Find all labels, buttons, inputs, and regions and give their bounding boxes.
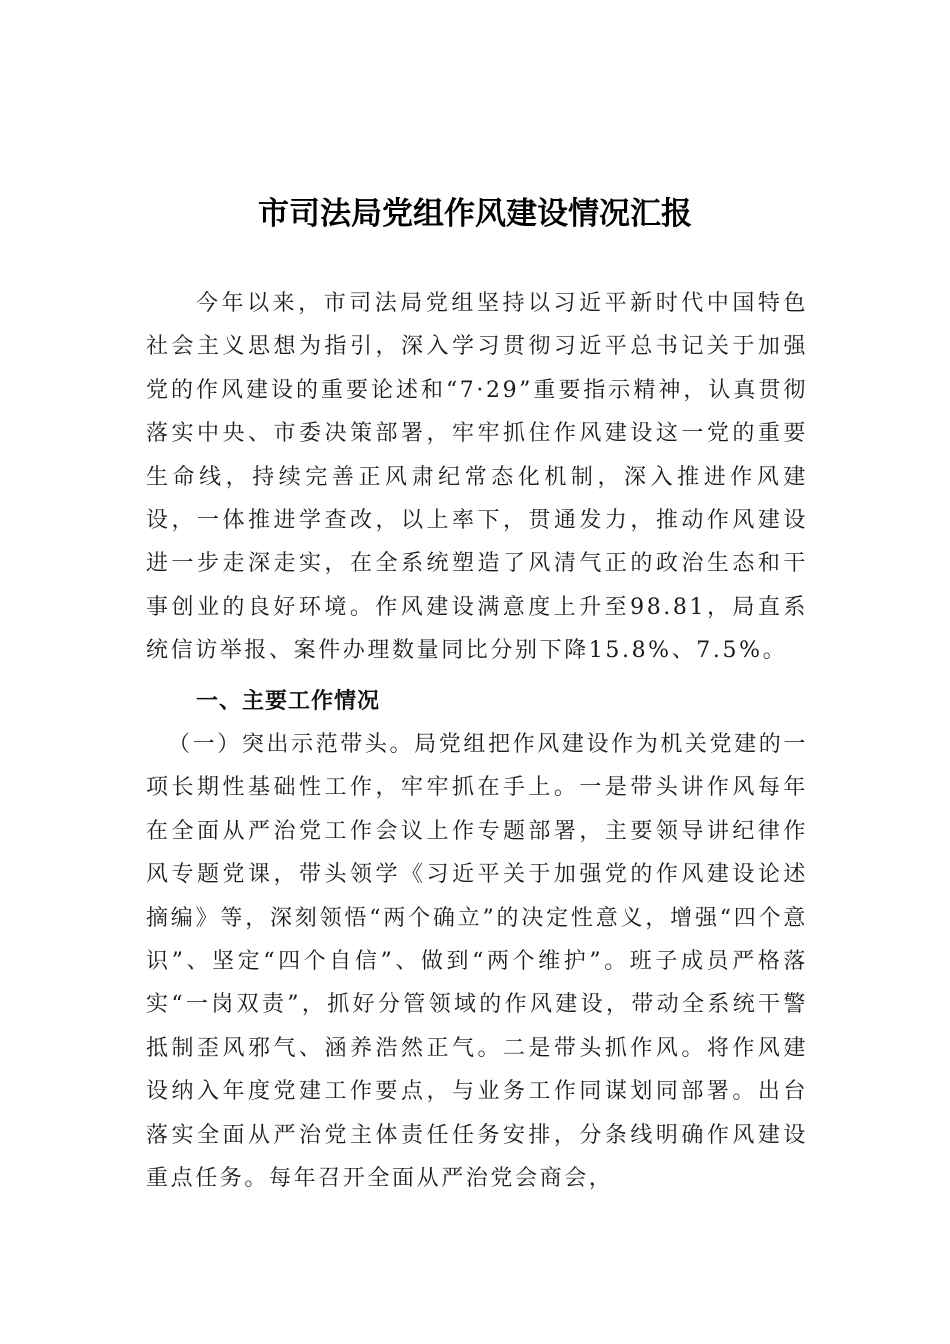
document-title: 市司法局党组作风建设情况汇报: [258, 195, 692, 232]
section-heading: 一、主要工作情况: [196, 689, 381, 714]
intro-paragraph: 今年以来，市司法局党组坚持以习近平新时代中国特色社会主义思想为指引，深入学习贯彻习近平总书记关于加强党的作风建设的重要论述和“7·29”重要指示精神，认真贯彻落实中央、市委决策部署，牢牢抓住作风建设这一党的重要生命线，持续完善正风肃纪常态化机制，深入推进作风建设，一体推进学查改，以上率下，贯通发力，推动作风建设进一步走深走实，在全系统塑造了风清气正的政治生态和干事创业的良好环境。作风建设满意度上升至98.81，局直系统信访举报、案件办理数量同比分别下降15.8%、7.5%。: [146, 291, 808, 664]
section-paragraph: （一）突出示范带头。局党组把作风建设作为机关党建的一项长期性基础性工作，牢牢抓在手上。一是带头讲作风每年在全面从严治党工作会议上作专题部署，主要领导讲纪律作风专题党课，带头领学《习近平关于加强党的作风建设论述摘编》等，深刻领悟“两个确立”的决定性意义，增强“四个意识”、坚定“四个自信”、做到“两个维护”。班子成员严格落实“一岗双责”，抓好分管领域的作风建设，带动全系统干警抵制歪风邪气、涵养浩然正气。二是带头抓作风。将作风建设纳入年度党建工作要点，与业务工作同谋划同部署。出台落实全面从严治党主体责任任务安排，分条线明确作风建设重点任务。每年召开全面从严治党会商会，: [146, 732, 808, 1192]
